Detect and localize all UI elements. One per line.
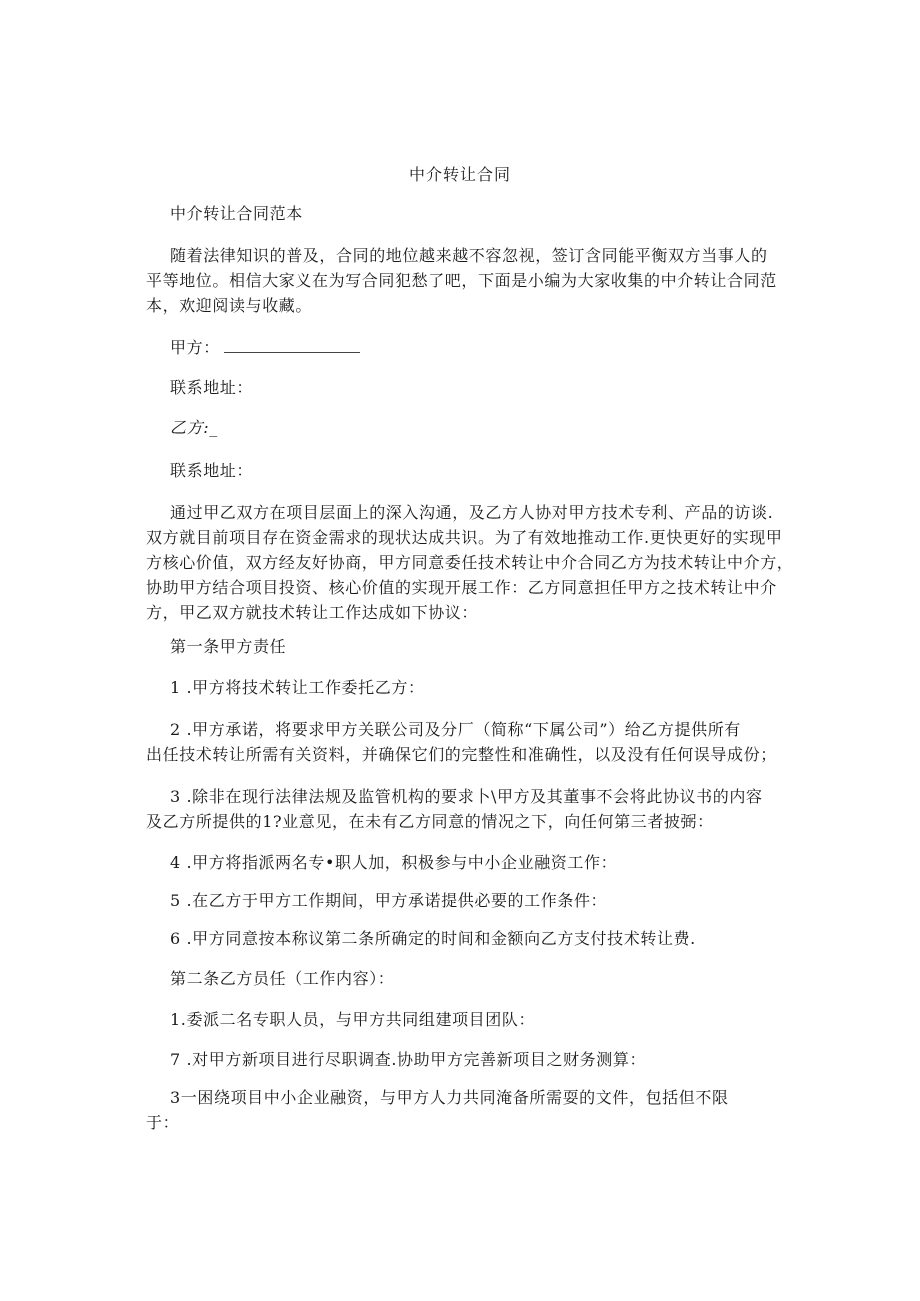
- article-2-heading: 第二条乙方员任（工作内容）：: [170, 969, 395, 988]
- article-1-item: 2 .甲方承诺，将要求甲方关联公司及分厂（简称“下属公司”）给乙方提供所有: [170, 720, 741, 739]
- article-1-item: 4 .甲方将指派两名专•职人加，积极参与中小企业融资工作：: [170, 853, 618, 872]
- preamble-line-5: 方，甲乙双方就技术转让工作达成如下协议：: [146, 603, 479, 622]
- party-b-label: 乙方:_: [170, 418, 218, 437]
- party-a-blank: [224, 338, 360, 353]
- preamble-line-2: 双方就目前项目存在资金需求的现状达成共识。为了有效地推动工作.更快更好的实现甲: [146, 528, 783, 547]
- contact-address-a: 联系地址：: [170, 378, 254, 397]
- article-1-item: 3 .除非在现行法律法规及监管机构的要求卜\甲方及其董事不会将此协议书的内容: [170, 787, 763, 806]
- article-1-item-continuation: 出任技术转让所需有关资料，并确保它们的完整性和准确性，以及没有任何误导成份；: [146, 745, 777, 764]
- preamble-line-1: 通过甲乙双方在项目层面上的深入沟通，及乙方人协对甲方技术专利、产品的访谈.: [170, 503, 774, 522]
- party-a-label: 甲方：: [170, 338, 220, 357]
- article-2-item: 1.委派二名专职人员，与甲方共同组建项目团队：: [170, 1010, 536, 1029]
- preamble-line-3: 方核心价值，双方经友好协商，甲方同意委任技术转让中介合同乙方为技术转让中介方，: [146, 553, 794, 572]
- article-2-item: 3一困绕项目中小企业融资，与甲方人力共同淹备所需耍的文件，包括但不限: [170, 1088, 729, 1107]
- preamble-line-4: 协助甲方结合项目投资、核心价值的实现开展工作：乙方同意担任甲方之技术转让中介: [146, 578, 777, 597]
- party-a-field: [170, 338, 360, 358]
- intro-line-3: 本，欢迎阅读与收藏。: [146, 296, 313, 315]
- article-1-item: 1 .甲方将技术转让工作委托乙方：: [170, 678, 425, 697]
- article-1-heading: 第一条甲方责任: [170, 637, 287, 656]
- subtitle: 中介转让合同范本: [170, 204, 303, 223]
- article-1-item: 5 .在乙方于甲方工作期间，甲方承诺提供必要的工作条件：: [170, 891, 608, 910]
- article-1-item: 6 .甲方同意按本称议第二条所确定的时间和金额向乙方支付技术转让费.: [170, 929, 696, 948]
- intro-line-2: 平等地位。相信大家义在为写合同犯愁了吧，下面是小编为大家收集的中介转让合同范: [146, 271, 777, 290]
- contact-address-b: 联系地址：: [170, 461, 254, 480]
- document-title: 中介转让合同: [408, 165, 511, 184]
- article-2-item: 7 .对甲方新项目进行尽职调查.协助甲方完善新项目之财务测算：: [170, 1050, 647, 1069]
- article-2-item-continuation: 于：: [146, 1113, 180, 1132]
- intro-line-1: 随着法律知识的普及，合同的地位越来越不容忽视，签订含同能平衡双方当事人的: [170, 246, 768, 265]
- article-1-item-continuation: 及乙方所提供的1?业意见，在未有乙方同意的情况之下，向任何第三者披弼：: [146, 812, 714, 831]
